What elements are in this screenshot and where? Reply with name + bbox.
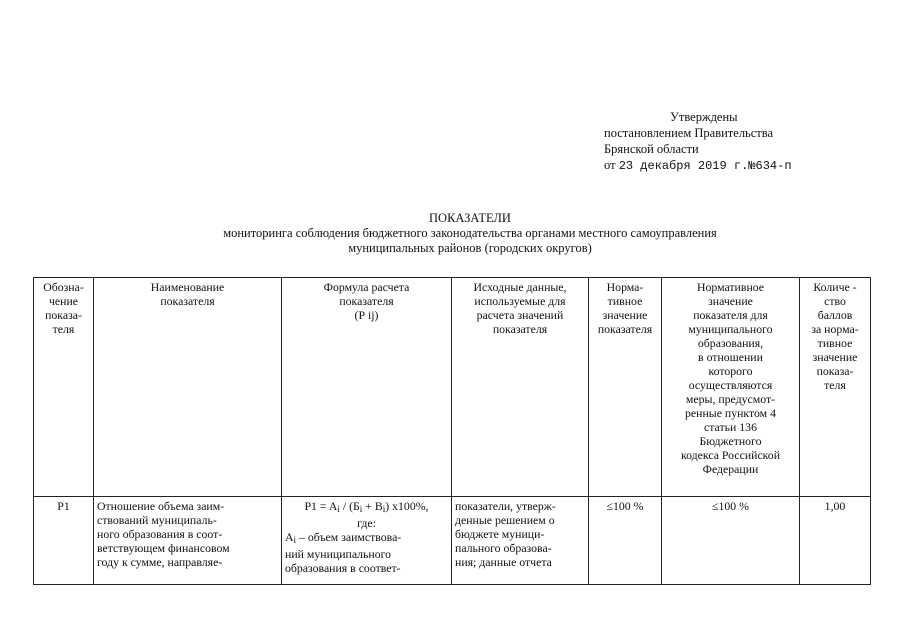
formula-line-4: ний муниципального: [285, 547, 392, 561]
cell-norm-value: ≤100 %: [589, 497, 662, 585]
header-source-data: Исходные данные, используемые для расчета значений показателя: [452, 278, 589, 497]
formula-line-5: образования в соответ-: [285, 561, 401, 575]
approval-date-prefix: от: [604, 158, 616, 172]
approval-date-stamp: 23 декабря 2019 г.№634-п: [618, 159, 792, 173]
indicators-table: [33, 277, 871, 585]
cell-norm-municipal: ≤100 %: [662, 497, 800, 585]
approval-date-line: [604, 157, 864, 174]
document-title-block: [120, 211, 820, 256]
document-subtitle-1: мониторинга соблюдения бюджетного законодательства органами местного самоуправления: [223, 226, 717, 240]
header-norm-municipal: Нормативное значение показателя для муниципального образования, в отношении которого осуществляются меры, предусмот- ренные пунктом 4 статьи 136 Бюджетного кодекса Российской Федерации: [662, 278, 800, 497]
header-points: Количе - ство баллов за норма- тивное значение показа- теля: [800, 278, 871, 497]
approval-region: Брянской области: [604, 142, 699, 156]
cell-code: P1: [34, 497, 94, 585]
document-heading: ПОКАЗАТЕЛИ: [429, 211, 511, 225]
approval-block: [604, 109, 864, 174]
table-header-row: [34, 278, 871, 497]
cell-source-data: показатели, утверж- денные решением о бюджете муници- пального образова- ния; данные отчета: [452, 497, 589, 585]
formula-line-3: $A_i$ – объем заимствова-: [285, 530, 402, 545]
cell-formula: [282, 497, 452, 585]
formula-line-1: $P1 = A_i / (Б_i + B_i)$ x100%,: [304, 499, 429, 514]
header-formula: Формула расчета показателя (Р ij): [282, 278, 452, 497]
table-row: [34, 497, 871, 585]
formula-line-2: где:: [357, 516, 376, 530]
header-code: Обозна- чение показа- теля: [34, 278, 94, 497]
header-norm-value: Норма- тивное значение показателя: [589, 278, 662, 497]
cell-name: Отношение объема заим- ствований муниципаль- ного образования в соот- ветствующем финансовом году к сумме, направляе-: [94, 497, 282, 585]
approval-decree: постановлением Правительства: [604, 126, 774, 140]
header-name: Наименование показателя: [94, 278, 282, 497]
approval-title: Утверждены: [670, 110, 738, 124]
document-subtitle-2: муниципальных районов (городских округов): [348, 241, 592, 255]
cell-points: 1,00: [800, 497, 871, 585]
